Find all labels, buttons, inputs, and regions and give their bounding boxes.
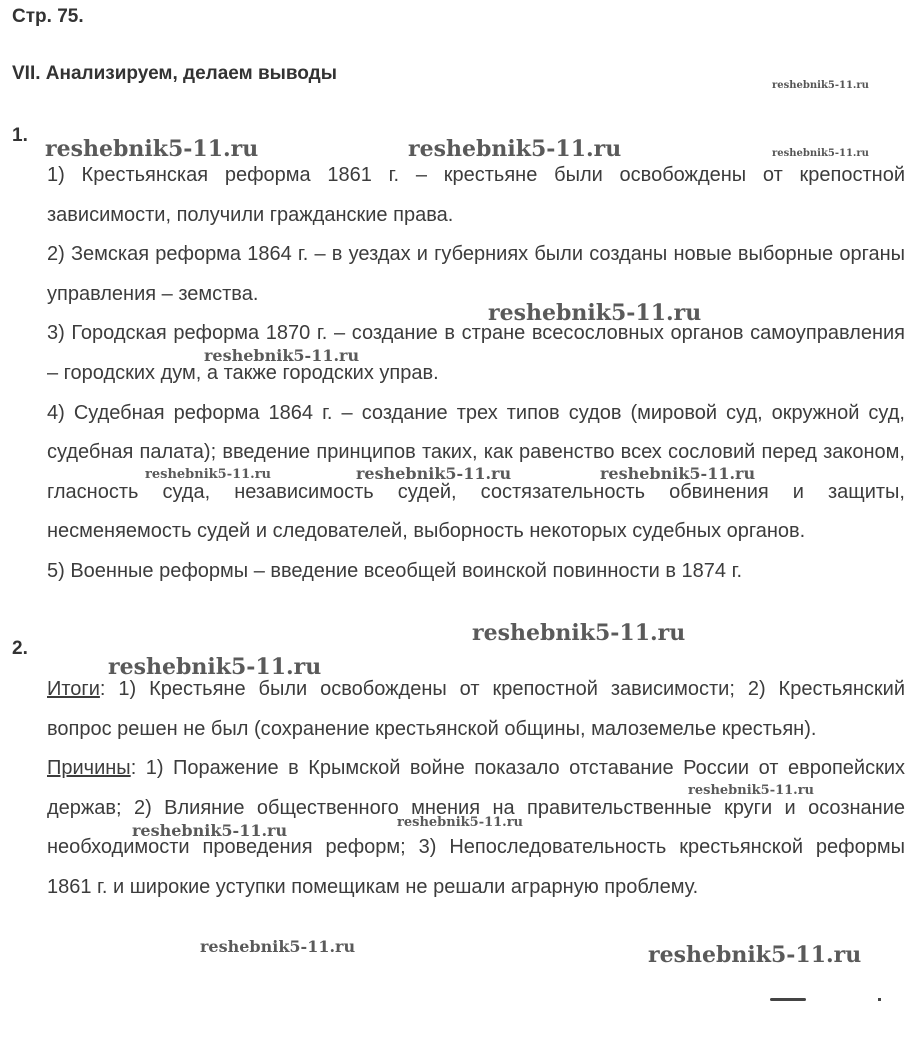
watermark: reshebnik5-11.ru [108, 654, 322, 680]
reform-5: 5) Военные реформы – введение всеобщей воинской повинности в 1874 г. [47, 559, 743, 582]
reform-2: 2) Земская реформа 1864 г. – в уездах и губерниях были созданы новые выборные органы управления – земства. [47, 243, 905, 305]
watermark: reshebnik5-11.ru [488, 300, 702, 326]
watermark: reshebnik5-11.ru [145, 467, 272, 482]
watermark: reshebnik5-11.ru [397, 815, 524, 830]
watermark: reshebnik5-11.ru [772, 80, 869, 91]
watermark: reshebnik5-11.ru [688, 783, 815, 798]
watermark: reshebnik5-11.ru [408, 136, 622, 162]
results-paragraph [47, 670, 905, 749]
page-number: Стр. 75. [12, 6, 84, 27]
reasons-label: Причины [47, 757, 131, 780]
watermark: reshebnik5-11.ru [45, 136, 259, 162]
reasons-text: : 1) Поражение в Крымской войне показало отставание России от европейских держав; 2) Влияние общественного мнения на правительственные круги и осознание необходимости проведения реформ; 3) Непоследовательность крестьянской реформы 1861 г. и широкие уступки помещикам не решали аграрную проблему. [47, 757, 905, 898]
scan-mark [770, 998, 806, 1001]
results-label: Итоги [47, 678, 100, 700]
task-2-number: 2. [12, 638, 28, 659]
watermark: reshebnik5-11.ru [356, 464, 512, 483]
task-1-number: 1. [12, 125, 28, 146]
watermark: reshebnik5-11.ru [648, 942, 862, 968]
section-title: VII. Анализируем, делаем выводы [12, 63, 337, 84]
watermark: reshebnik5-11.ru [132, 821, 288, 840]
watermark: reshebnik5-11.ru [772, 148, 869, 159]
watermark: reshebnik5-11.ru [200, 937, 356, 956]
task-1-answer [47, 156, 905, 592]
watermark: reshebnik5-11.ru [204, 346, 360, 365]
reform-3: 3) Городская реформа 1870 г. – создание в стране всесословных органов самоуправления – городских дум, а также городских управ. [47, 322, 905, 384]
scan-mark [878, 998, 881, 1001]
watermark: reshebnik5-11.ru [472, 620, 686, 646]
results-text: : 1) Крестьяне были освобождены от крепостной зависимости; 2) Крестьянский вопрос решен не был (сохранение крестьянской общины, малоземелье крестьян). [47, 678, 905, 740]
reform-4: 4) Судебная реформа 1864 г. – создание трех типов судов (мировой суд, окружной суд, судебная палата); введение принципов таких, как равенство всех сословий перед законом, гласность суда, независимость судей, состязательность обвинения и защиты, несменяемость судей и следователей, выборность некоторых судебных органов. [47, 401, 905, 543]
reform-1: 1) Крестьянская реформа 1861 г. – крестьяне были освобождены от крепостной зависимости, получили гражданские права. [47, 164, 905, 226]
watermark: reshebnik5-11.ru [600, 464, 756, 483]
